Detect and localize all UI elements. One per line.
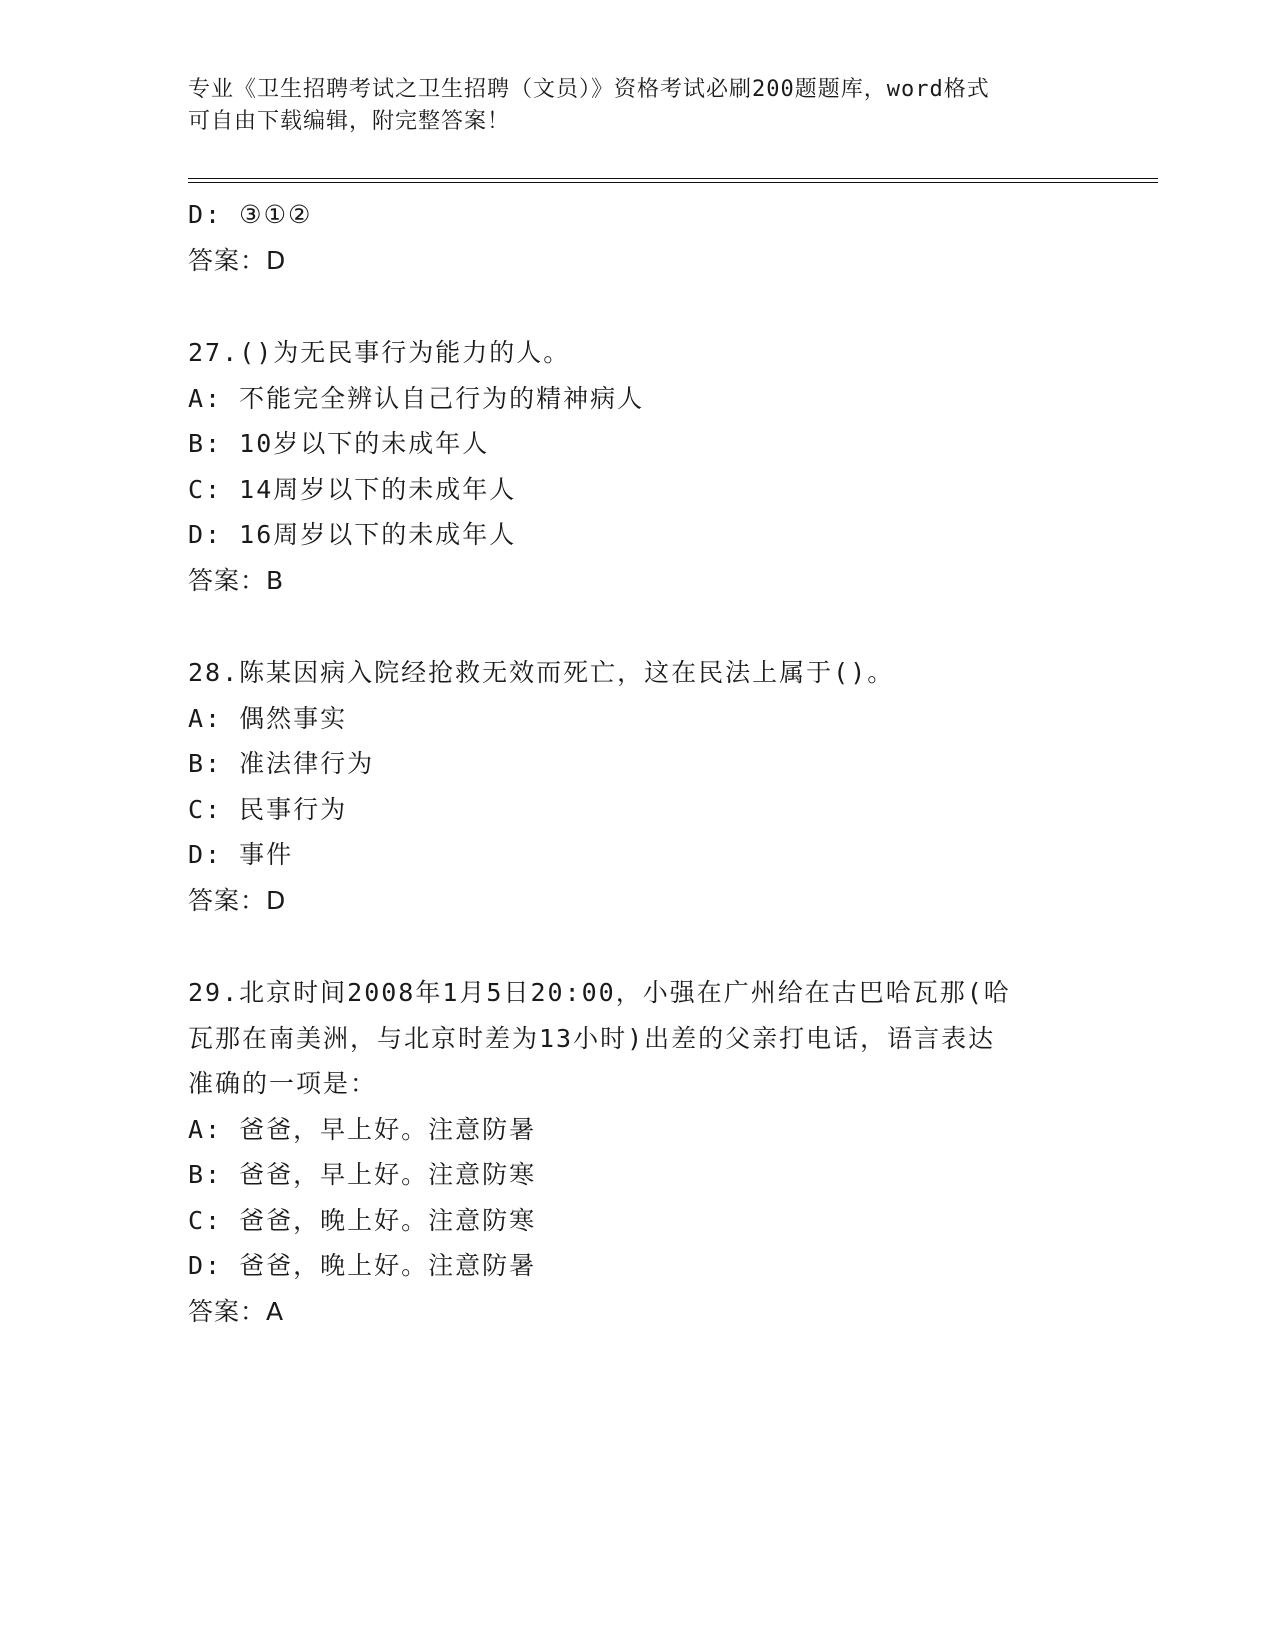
spacer: [188, 923, 1088, 970]
option-a: A: 爸爸，早上好。注意防暑: [188, 1114, 537, 1144]
option-c: C: 14周岁以下的未成年人: [188, 474, 517, 504]
question-text-line-3: 准确的一项是：: [188, 1069, 378, 1098]
question-28: [188, 650, 1088, 923]
option-b: B: 准法律行为: [188, 749, 375, 778]
header-divider: [188, 178, 1158, 183]
answer: 答案：B: [188, 565, 285, 595]
spacer: [188, 283, 1088, 330]
question-text: 28.陈某因病入院经抢救无效而死亡，这在民法上属于()。: [188, 658, 895, 687]
header-line-2: 可自由下载编辑，附完整答案！: [188, 109, 511, 134]
option-a: A: 不能完全辨认自己行为的精神病人: [188, 383, 645, 413]
option-b: B: 爸爸，早上好。注意防寒: [188, 1160, 537, 1189]
option-d: D: ③①②: [188, 200, 313, 229]
question-text-line-2: 瓦那在南美洲，与北京时差为13小时)出差的父亲打电话，语言表达: [188, 1023, 996, 1053]
question-29: [188, 970, 1088, 1334]
option-d: D: 16周岁以下的未成年人: [188, 520, 517, 549]
option-d: D: 事件: [188, 840, 294, 869]
option-c: C: 民事行为: [188, 794, 348, 824]
previous-question-tail: [188, 192, 1088, 283]
spacer: [188, 603, 1088, 650]
option-d: D: 爸爸，晚上好。注意防暑: [188, 1251, 537, 1280]
page-header: [188, 74, 1088, 138]
question-27: [188, 330, 1088, 603]
answer: 答案：A: [188, 1296, 285, 1326]
question-text-line-1: 29.北京时间2008年1月5日20:00，小强在广州给在古巴哈瓦那(哈: [188, 978, 1011, 1007]
document-body: [188, 192, 1088, 1334]
answer: 答案：D: [188, 245, 287, 275]
question-text: 27.()为无民事行为能力的人。: [188, 338, 571, 367]
option-b: B: 10岁以下的未成年人: [188, 429, 490, 458]
header-line-1: 专业《卫生招聘考试之卫生招聘（文员）》资格考试必刷200题题库，word格式: [188, 77, 990, 102]
answer: 答案：D: [188, 885, 287, 915]
option-a: A: 偶然事实: [188, 703, 348, 733]
option-c: C: 爸爸，晚上好。注意防寒: [188, 1205, 537, 1235]
